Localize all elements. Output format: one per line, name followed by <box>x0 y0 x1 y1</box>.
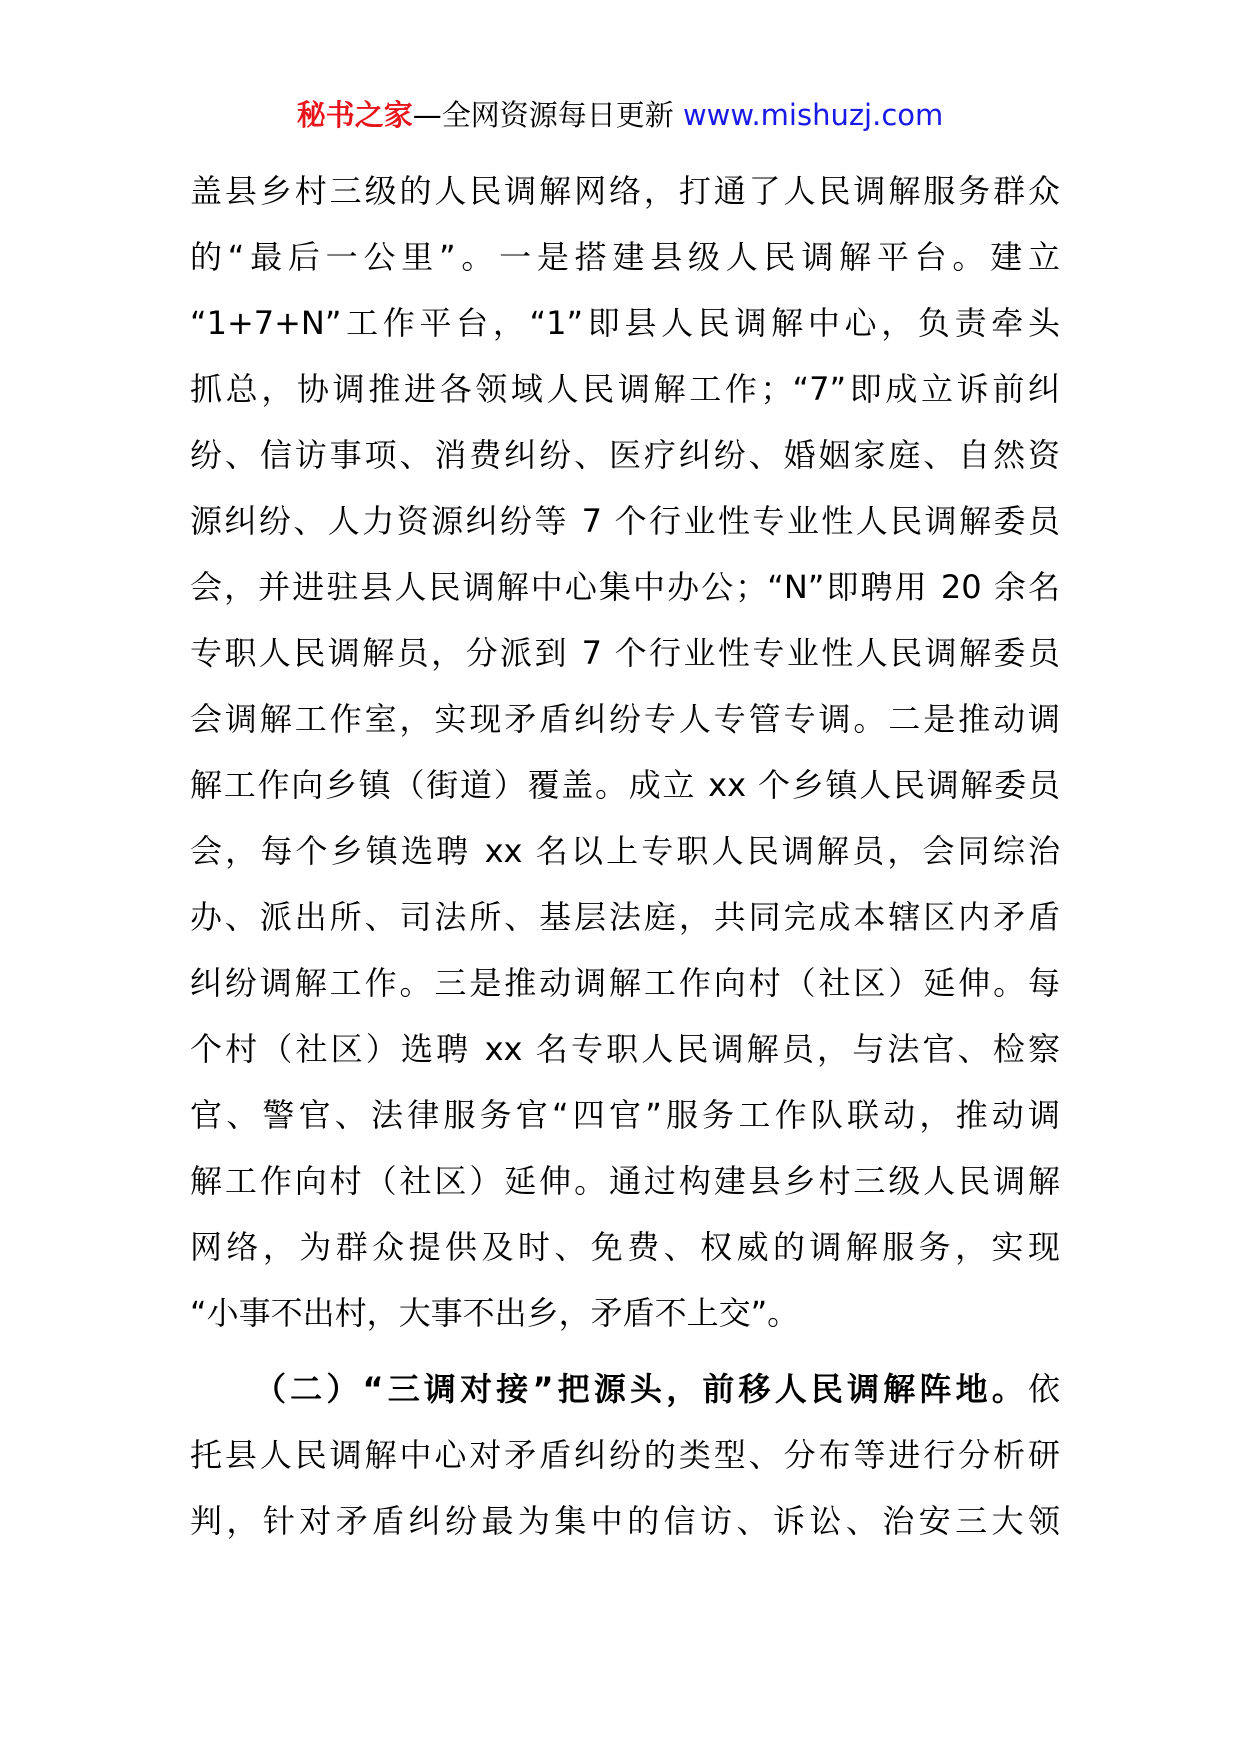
text-line: 托县人民调解中心对矛盾纠纷的类型、分布等进行分析研 <box>190 1436 1060 1474</box>
text-line: 会，每个乡镇选聘 xx 名以上专职人民调解员，会同综治 <box>190 832 1060 870</box>
paragraph-gap <box>190 1346 1060 1356</box>
paragraph-1 <box>190 158 1060 1346</box>
text-line: 专职人民调解员，分派到 7 个行业性专业性人民调解委员 <box>190 634 1060 672</box>
text-line: 办、派出所、司法所、基层法庭，共同完成本辖区内矛盾 <box>190 898 1060 936</box>
text-line: 纷、信访事项、消费纠纷、医疗纠纷、婚姻家庭、自然资 <box>190 436 1060 474</box>
text-line: 抓总，协调推进各领域人民调解工作；“7”即成立诉前纠 <box>190 370 1060 408</box>
text-line: 纠纷调解工作。三是推动调解工作向村（社区）延伸。每 <box>190 964 1060 1002</box>
text-line: 判，针对矛盾纠纷最为集中的信访、诉讼、治安三大领 <box>190 1502 1060 1540</box>
text-line: 盖县乡村三级的人民调解网络，打通了人民调解服务群众 <box>190 172 1060 210</box>
text-line: 会调解工作室，实现矛盾纠纷专人专管专调。二是推动调 <box>190 700 1060 738</box>
text-line: 源纠纷、人力资源纠纷等 7 个行业性专业性人民调解委员 <box>190 502 1060 540</box>
text-line: 个村（社区）选聘 xx 名专职人民调解员，与法官、检察 <box>190 1030 1060 1068</box>
text-line: “小事不出村，大事不出乡，矛盾不上交”。 <box>190 1294 800 1332</box>
brand-name: 秘书之家 <box>296 98 413 132</box>
text-line: 网络，为群众提供及时、免费、权威的调解服务，实现 <box>190 1228 1060 1266</box>
heading-continuation: 依 <box>1027 1370 1060 1408</box>
header-slogan: —全网资源每日更新 <box>412 98 674 132</box>
section-heading: （二）“三调对接”把源头，前移人民调解阵地。 <box>254 1370 1028 1408</box>
page-header <box>0 95 1240 135</box>
text-line: 官、警官、法律服务官“四官”服务工作队联动，推动调 <box>190 1096 1060 1134</box>
paragraph-2 <box>190 1356 1060 1554</box>
text-line: 解工作向乡镇（街道）覆盖。成立 xx 个乡镇人民调解委员 <box>190 766 1060 804</box>
text-line: 的“最后一公里”。一是搭建县级人民调解平台。建立 <box>190 238 1060 276</box>
site-url-link[interactable]: www.mishuzj.com <box>682 98 944 132</box>
paragraph-2-first-line <box>190 1356 1060 1422</box>
text-line: “1+7+N”工作平台，“1”即县人民调解中心，负责牵头 <box>190 304 1060 342</box>
document-body <box>190 158 1060 1554</box>
text-line: 解工作向村（社区）延伸。通过构建县乡村三级人民调解 <box>190 1162 1060 1200</box>
text-line: 会，并进驻县人民调解中心集中办公；“N”即聘用 20 余名 <box>190 568 1060 606</box>
